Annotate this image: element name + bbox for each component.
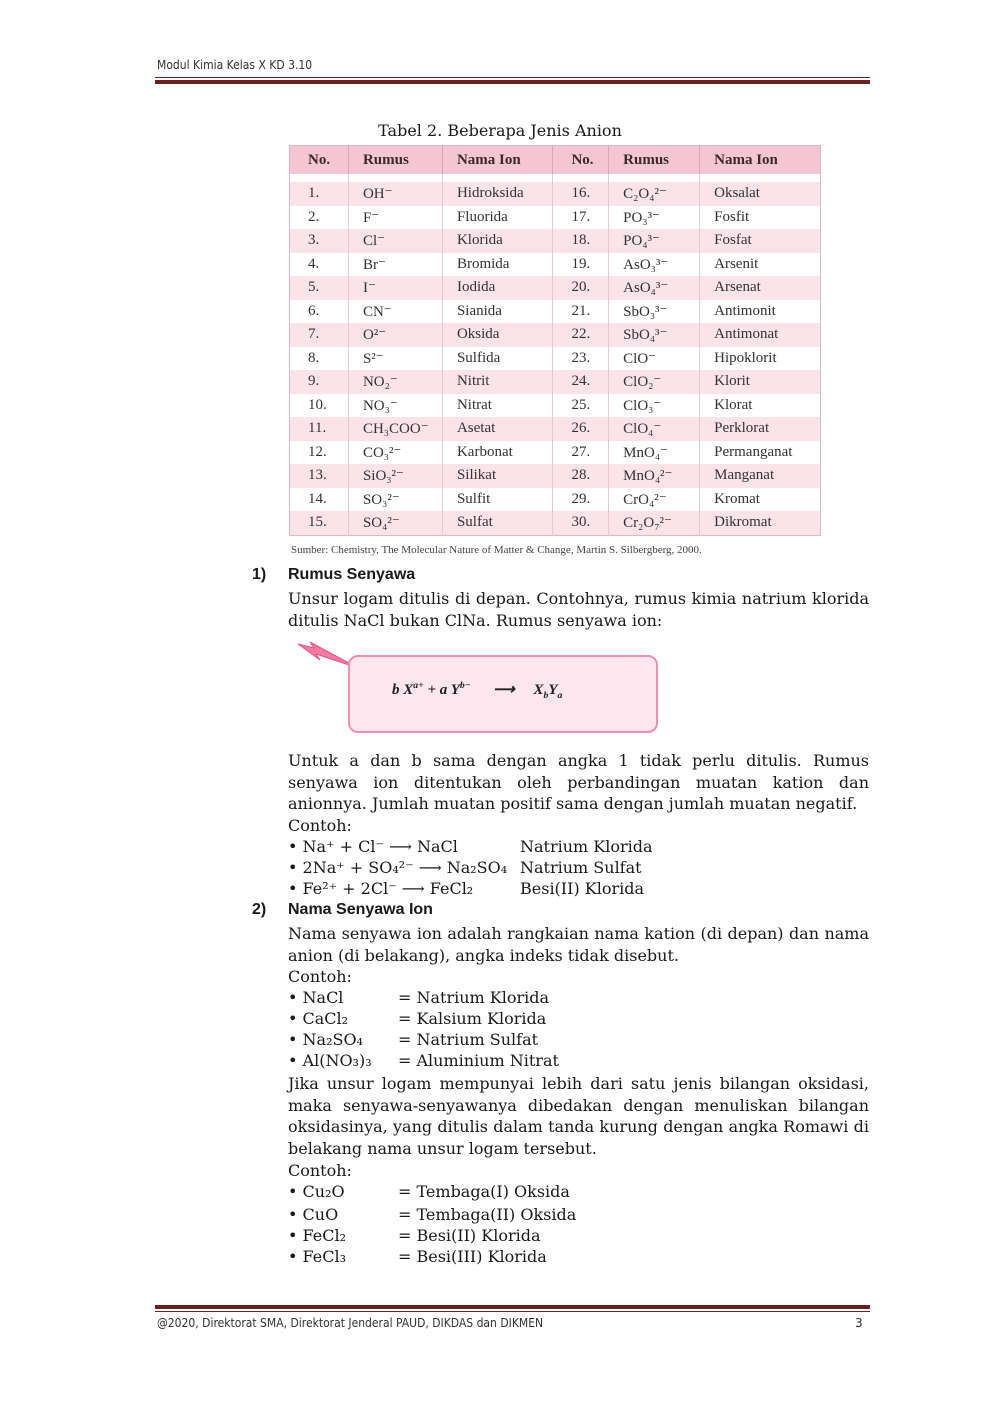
- cell-nama-ion: Asetat: [442, 417, 553, 441]
- cell-no-2: 25.: [553, 394, 609, 418]
- section1-example-reaction-2: • 2Na⁺ + SO₄²⁻ ⟶ Na₂SO₄: [288, 858, 508, 877]
- cell-rumus-2: ClO⁻: [609, 347, 700, 371]
- cell-no-2: 26.: [553, 417, 609, 441]
- cell-no: 7.: [290, 323, 349, 347]
- cell-no-2: 17.: [553, 206, 609, 230]
- cell-no: 9.: [290, 370, 349, 394]
- cell-no: 12.: [290, 441, 349, 465]
- cell-no-2: 24.: [553, 370, 609, 394]
- cell-rumus-2: AsO₄³⁻: [609, 276, 700, 300]
- cell-nama-ion: Nitrat: [442, 394, 553, 418]
- cell-no-2: 27.: [553, 441, 609, 465]
- cell-rumus: Br⁻: [348, 253, 442, 277]
- section2-example2-name-3: = Besi(II) Klorida: [398, 1226, 541, 1245]
- cell-nama-ion: Sulfat: [442, 511, 553, 535]
- cell-rumus-2: PO₄³⁻: [609, 229, 700, 253]
- cell-rumus-2: SbO₃³⁻: [609, 300, 700, 324]
- cell-no: 10.: [290, 394, 349, 418]
- section2-example2-formula-3: • FeCl₂: [288, 1226, 346, 1245]
- cell-no: 5.: [290, 276, 349, 300]
- cell-rumus: SO₄²⁻: [348, 511, 442, 535]
- cell-nama-ion-2: Klorit: [700, 370, 821, 394]
- cell-nama-ion-2: Klorat: [700, 394, 821, 418]
- cell-nama-ion-2: Perklorat: [700, 417, 821, 441]
- table-row: [290, 488, 821, 512]
- section2-example-name-1: = Natrium Klorida: [398, 988, 550, 1007]
- cell-no-2: 20.: [553, 276, 609, 300]
- table-row: [290, 206, 821, 230]
- col-header-no-2: No.: [553, 146, 609, 175]
- cell-nama-ion: Oksida: [442, 323, 553, 347]
- cell-rumus-2: ClO₄⁻: [609, 417, 700, 441]
- cell-no-2: 22.: [553, 323, 609, 347]
- cell-no-2: 30.: [553, 511, 609, 535]
- cell-nama-ion-2: Oksalat: [700, 182, 821, 206]
- cell-no: 2.: [290, 206, 349, 230]
- section1-number: 1): [252, 566, 267, 583]
- anion-table: [289, 145, 821, 536]
- section2-example-name-4: = Aluminium Nitrat: [398, 1051, 559, 1070]
- cell-nama-ion-2: Manganat: [700, 464, 821, 488]
- cell-nama-ion: Nitrit: [442, 370, 553, 394]
- cell-nama-ion: Karbonat: [442, 441, 553, 465]
- cell-no-2: 18.: [553, 229, 609, 253]
- cell-rumus: CH₃COO⁻: [348, 417, 442, 441]
- cell-no: 15.: [290, 511, 349, 535]
- table-row: [290, 323, 821, 347]
- cell-no: 3.: [290, 229, 349, 253]
- cell-no: 11.: [290, 417, 349, 441]
- cell-rumus: Cl⁻: [348, 229, 442, 253]
- footer-rule-thin: [155, 1311, 870, 1312]
- section2-example-name-2: = Kalsium Klorida: [398, 1009, 547, 1028]
- section2-example-formula-2: • CaCl₂: [288, 1009, 349, 1028]
- cell-no-2: 19.: [553, 253, 609, 277]
- section2-example2-name-4: = Besi(III) Klorida: [398, 1247, 547, 1266]
- cell-no-2: 29.: [553, 488, 609, 512]
- cell-nama-ion-2: Arsenit: [700, 253, 821, 277]
- table-row: [290, 370, 821, 394]
- table-caption: Tabel 2. Beberapa Jenis Anion: [378, 121, 622, 140]
- cell-nama-ion: Sianida: [442, 300, 553, 324]
- cell-no-2: 28.: [553, 464, 609, 488]
- cell-rumus: S²⁻: [348, 347, 442, 371]
- cell-no-2: 21.: [553, 300, 609, 324]
- cell-rumus-2: MnO₄²⁻: [609, 464, 700, 488]
- cell-rumus: NO₃⁻: [348, 394, 442, 418]
- cell-nama-ion: Bromida: [442, 253, 553, 277]
- section2-contoh-label: Contoh:: [288, 967, 352, 986]
- cell-no: 13.: [290, 464, 349, 488]
- cell-nama-ion: Sulfit: [442, 488, 553, 512]
- cell-rumus: F⁻: [348, 206, 442, 230]
- section2-example2-name-2: = Tembaga(II) Oksida: [398, 1205, 577, 1224]
- cell-nama-ion-2: Fosfit: [700, 206, 821, 230]
- section1-example-name-2: Natrium Sulfat: [520, 858, 642, 877]
- cell-rumus-2: ClO₃⁻: [609, 394, 700, 418]
- section2-example2-name-1: = Tembaga(I) Oksida: [398, 1182, 570, 1201]
- table-row: [290, 464, 821, 488]
- table-spacer-row: [290, 174, 821, 182]
- cell-rumus-2: Cr₂O₇²⁻: [609, 511, 700, 535]
- cell-nama-ion-2: Antimonit: [700, 300, 821, 324]
- cell-rumus-2: PO₃³⁻: [609, 206, 700, 230]
- section2-example2-formula-1: • Cu₂O: [288, 1182, 345, 1201]
- cell-rumus: SiO₃²⁻: [348, 464, 442, 488]
- cell-nama-ion: Hidroksida: [442, 182, 553, 206]
- col-header-no: No.: [290, 146, 349, 175]
- cell-rumus: OH⁻: [348, 182, 442, 206]
- section2-example-formula-3: • Na₂SO₄: [288, 1030, 363, 1049]
- col-header-nama-ion: Nama Ion: [442, 146, 553, 175]
- col-header-rumus: Rumus: [348, 146, 442, 175]
- cell-nama-ion-2: Antimonat: [700, 323, 821, 347]
- section1-intro: Unsur logam ditulis di depan. Contohnya, rumus kimia natrium klorida ditulis NaCl bukan ClNa. Rumus senyawa ion:: [288, 589, 869, 630]
- section2-example-name-3: = Natrium Sulfat: [398, 1030, 539, 1049]
- section2-title: Nama Senyawa Ion: [288, 901, 433, 918]
- cell-nama-ion-2: Kromat: [700, 488, 821, 512]
- header-rule: [155, 80, 870, 84]
- cell-rumus-2: MnO₄⁻: [609, 441, 700, 465]
- col-header-rumus-2: Rumus: [609, 146, 700, 175]
- cell-no: 4.: [290, 253, 349, 277]
- cell-rumus-2: AsO₃³⁻: [609, 253, 700, 277]
- header-title: Modul Kimia Kelas X KD 3.10: [157, 58, 313, 72]
- cell-no: 6.: [290, 300, 349, 324]
- cell-rumus: CN⁻: [348, 300, 442, 324]
- table-row: [290, 394, 821, 418]
- section1-title: Rumus Senyawa: [288, 566, 416, 583]
- cell-rumus: CO₃²⁻: [348, 441, 442, 465]
- table-row: [290, 511, 821, 535]
- section1-example-name-3: Besi(II) Klorida: [520, 879, 645, 898]
- section2-number: 2): [252, 901, 267, 918]
- cell-nama-ion-2: Fosfat: [700, 229, 821, 253]
- cell-nama-ion: Fluorida: [442, 206, 553, 230]
- cell-no: 14.: [290, 488, 349, 512]
- section2-example-formula-4: • Al(NO₃)₃: [288, 1051, 372, 1070]
- section2-example2-formula-2: • CuO: [288, 1205, 339, 1224]
- table-header-row: [290, 146, 821, 175]
- cell-rumus-2: SbO₄³⁻: [609, 323, 700, 347]
- cell-nama-ion: Silikat: [442, 464, 553, 488]
- formula-text: b $X^{a+} + a$ $Y^{b-}$ ⟶ $X_bY_a$: [392, 680, 563, 701]
- cell-no-2: 23.: [553, 347, 609, 371]
- table-row: [290, 253, 821, 277]
- section2-example-formula-1: • NaCl: [288, 988, 344, 1007]
- cell-no: 1.: [290, 182, 349, 206]
- cell-nama-ion-2: Hipoklorit: [700, 347, 821, 371]
- cell-rumus-2: C₂O₄²⁻: [609, 182, 700, 206]
- table-row: [290, 229, 821, 253]
- page-number: 3: [855, 1316, 863, 1330]
- section2-contoh-label-2: Contoh:: [288, 1161, 352, 1180]
- table-row: [290, 182, 821, 206]
- section2-para: Jika unsur logam mempunyai lebih dari satu jenis bilangan oksidasi, maka senyawa-senyawanya dibedakan dengan menuliskan bilangan oksidasinya, yang ditulis dalam tanda kurung dengan angka Romawi di belakang nama unsur logam tersebut.: [288, 1074, 869, 1158]
- table-row: [290, 276, 821, 300]
- cell-rumus: SO₃²⁻: [348, 488, 442, 512]
- table-row: [290, 441, 821, 465]
- table-row: [290, 347, 821, 371]
- table-source: Sumber: Chemistry, The Molecular Nature of Matter & Change, Martin S. Silbergberg, 2000.: [291, 544, 702, 556]
- table-row: [290, 300, 821, 324]
- col-header-nama-ion-2: Nama Ion: [700, 146, 821, 175]
- section2-example2-formula-4: • FeCl₃: [288, 1247, 346, 1266]
- cell-rumus: O²⁻: [348, 323, 442, 347]
- cell-rumus: NO₂⁻: [348, 370, 442, 394]
- cell-no: 8.: [290, 347, 349, 371]
- cell-rumus: I⁻: [348, 276, 442, 300]
- cell-nama-ion: Iodida: [442, 276, 553, 300]
- footer-rule: [155, 1305, 870, 1309]
- footer-text: @2020, Direktorat SMA, Direktorat Jenderal PAUD, DIKDAS dan DIKMEN: [157, 1316, 544, 1330]
- section1-contoh-label: Contoh:: [288, 816, 352, 835]
- section1-example-name-1: Natrium Klorida: [520, 837, 653, 856]
- cell-no-2: 16.: [553, 182, 609, 206]
- section1-para: Untuk a dan b sama dengan angka 1 tidak perlu ditulis. Rumus senyawa ion ditentukan oleh perbandingan muatan kation dan anionnya. Jumlah muatan positif sama dengan jumlah muatan negatif.: [288, 751, 869, 813]
- cell-nama-ion: Klorida: [442, 229, 553, 253]
- section2-intro: Nama senyawa ion adalah rangkaian nama kation (di depan) dan nama anion (di belakang), angka indeks tidak disebut.: [288, 924, 869, 965]
- cell-rumus-2: CrO₄²⁻: [609, 488, 700, 512]
- cell-nama-ion-2: Permanganat: [700, 441, 821, 465]
- cell-nama-ion: Sulfida: [442, 347, 553, 371]
- section1-example-reaction-1: • Na⁺ + Cl⁻ ⟶ NaCl: [288, 837, 458, 856]
- cell-nama-ion-2: Arsenat: [700, 276, 821, 300]
- header-rule-thin: [155, 77, 870, 78]
- table-row: [290, 417, 821, 441]
- section1-example-reaction-3: • Fe²⁺ + 2Cl⁻ ⟶ FeCl₂: [288, 879, 474, 898]
- cell-rumus-2: ClO₂⁻: [609, 370, 700, 394]
- cell-nama-ion-2: Dikromat: [700, 511, 821, 535]
